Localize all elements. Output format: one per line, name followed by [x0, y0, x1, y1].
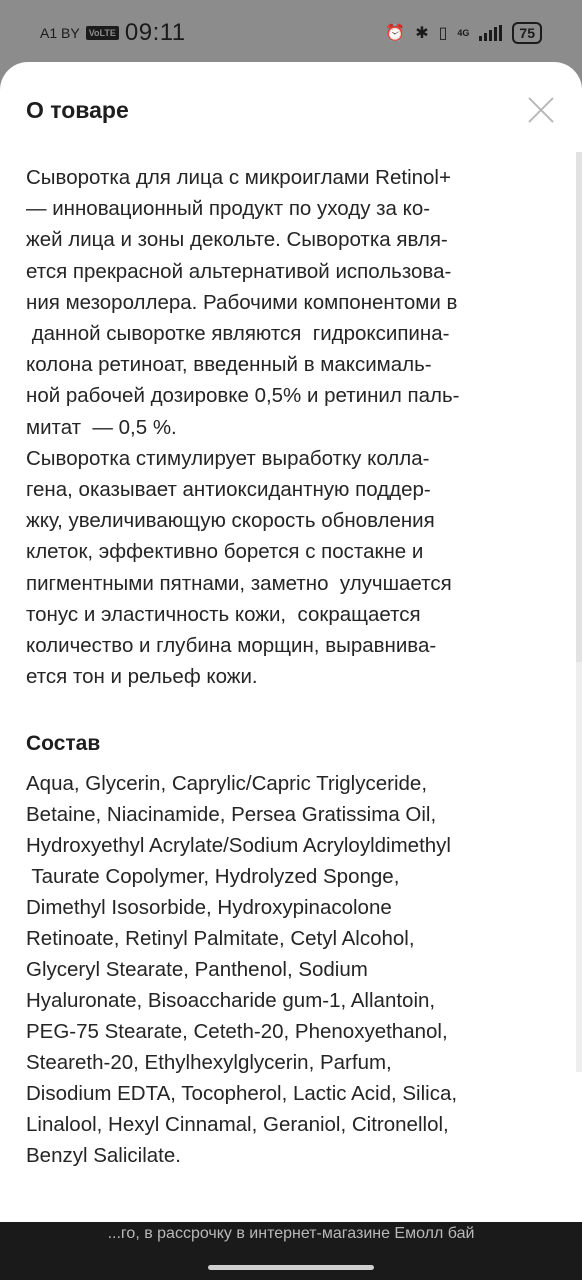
description-line: пигментными пятнами, заметно улучшается: [26, 571, 452, 595]
network-type: 4G: [457, 27, 470, 38]
home-indicator[interactable]: [208, 1265, 374, 1270]
volte-badge: VoLTE: [86, 26, 119, 40]
carrier-label: A1 BY: [40, 25, 80, 41]
alarm-icon: ⏰: [385, 25, 406, 42]
product-info-sheet: [0, 62, 582, 1222]
close-icon[interactable]: [526, 95, 556, 125]
clock: 09:11: [124, 19, 186, 46]
composition-line: Retinoate, Retinyl Palmitate, Cetyl Alcohol,: [26, 927, 415, 951]
status-left: [40, 19, 186, 47]
signal-icon: [479, 25, 502, 41]
composition-line: Taurate Copolymer, Hydrolyzed Sponge,: [26, 865, 400, 889]
composition-line: Hydroxyethyl Acrylate/Sodium Acryloyldimethyl: [26, 834, 451, 858]
composition-line: Steareth-20, Ethylhexylglycerin, Parfum,: [26, 1051, 392, 1075]
composition-line: Glyceryl Stearate, Panthenol, Sodium: [26, 958, 368, 982]
description-line: ется прекрасной альтернативой использова-: [26, 259, 452, 283]
composition-line: Hyaluronate, Bisoaccharide gum-1, Allantoin,: [26, 989, 436, 1013]
sheet-title: О товаре: [26, 96, 129, 123]
scrollbar-thumb[interactable]: [576, 152, 582, 662]
composition-line: Dimethyl Isosorbide, Hydroxypinacolone: [26, 896, 392, 920]
sheet-content: [26, 162, 556, 1171]
description-line: ется тон и рельеф кожи.: [26, 665, 258, 689]
description-line: митат — 0,5 %.: [26, 415, 177, 439]
composition-line: Disodium EDTA, Tocopherol, Lactic Acid, Silica,: [26, 1082, 458, 1106]
product-description: [26, 162, 556, 692]
composition-title: Состав: [26, 732, 101, 756]
description-line: — инновационный продукт по уходу за ко-: [26, 197, 431, 221]
description-line: клеток, эффективно борется с постакне и: [26, 540, 424, 564]
bluetooth-icon: ✱: [415, 25, 429, 42]
description-line: количество и глубина морщин, выравнива-: [26, 634, 437, 658]
composition-line: Linalool, Hexyl Cinnamal, Geraniol, Citronellol,: [26, 1113, 449, 1137]
composition-line: Aqua, Glycerin, Caprylic/Capric Triglyceride,: [26, 772, 428, 796]
composition-line: Betaine, Niacinamide, Persea Gratissima Oil,: [26, 803, 437, 827]
description-line: тонус и эластичность кожи, сокращается: [26, 602, 421, 626]
description-line: Сыворотка для лица с микроиглами Retinol+: [26, 166, 451, 189]
battery-icon: 75: [512, 22, 542, 44]
sheet-header: [26, 90, 556, 130]
status-right: [385, 22, 542, 44]
description-line: жку, увеличивающую скорость обновления: [26, 509, 435, 533]
description-line: Сыворотка стимулирует выработку колла-: [26, 446, 430, 470]
description-line: колона ретиноат, введенный в максималь-: [26, 353, 432, 377]
vibrate-icon: ▯: [438, 25, 448, 42]
composition-line: Benzyl Salicilate.: [26, 1144, 181, 1168]
status-bar: [0, 0, 582, 66]
description-line: данной сыворотке являются гидроксипина-: [26, 322, 450, 346]
composition-line: PEG-75 Stearate, Ceteth-20, Phenoxyethanol,: [26, 1020, 448, 1044]
composition-list: [26, 768, 556, 1171]
description-line: жей лица и зоны декольте. Сыворотка явля-: [26, 228, 448, 252]
page-title-strip[interactable]: ...го, в рассрочку в интернет-магазине Емолл бай: [107, 1225, 475, 1242]
description-line: гена, оказывает антиоксидантную поддер-: [26, 478, 431, 502]
browser-bottom-bar: [0, 1222, 582, 1280]
description-line: ния мезороллера. Рабочими компонентоми в: [26, 290, 458, 314]
description-line: ной рабочей дозировке 0,5% и ретинил паль-: [26, 384, 460, 408]
